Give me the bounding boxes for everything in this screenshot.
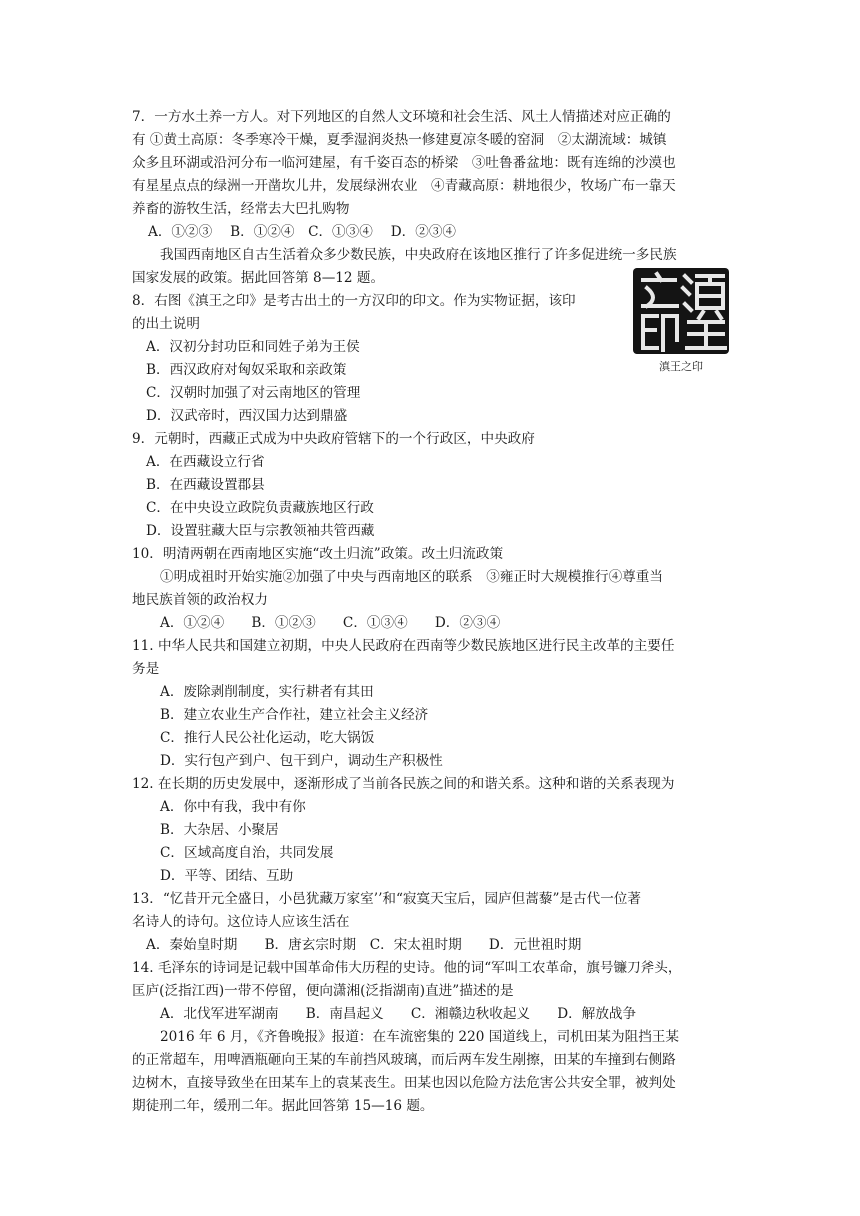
question-9-stem: 9．元朝时，西藏正式成为中央政府管辖下的一个行政区，中央政府 xyxy=(132,431,535,447)
question-14-stem-line-2: 匡庐(泛指江西)一带不停留，便向潇湘(泛指湖南)直进”描述的是 xyxy=(132,983,514,999)
question-9-option-b: B．在西藏设置郡县 xyxy=(146,477,265,493)
question-8-stem-line-2: 的出土说明 xyxy=(132,316,200,332)
question-12-option-b: B．大杂居、小聚居 xyxy=(160,822,279,838)
question-10-options: A．①②④ B．①②③ C．①③④ D．②③④ xyxy=(160,615,501,631)
question-12-option-a: A．你中有我，我中有你 xyxy=(160,799,306,815)
question-9-option-c: C．在中央设立政院负责藏族地区行政 xyxy=(146,500,374,516)
question-13-options: A．秦始皇时期 B．唐玄宗时期 C．宋太祖时期 D．元世祖时期 xyxy=(146,937,582,953)
material-line-4: 期徒刑二年，缓刑二年。据此回答第 15—16 题。 xyxy=(132,1098,434,1114)
question-7-stem-line-4: 有星星点点的绿洲一开凿坎儿井，发展绿洲农业 ④青藏高原：耕地很少，牧场广布一靠天 xyxy=(132,178,676,194)
question-7-stem-line-5: 养畜的游牧生活，经常去大巴扎购物 xyxy=(132,201,350,217)
question-13-stem-line-2: 名诗人的诗句。这位诗人应该生活在 xyxy=(132,914,350,930)
question-8-option-c: C．汉朝时加强了对云南地区的管理 xyxy=(146,385,361,401)
seal-figure xyxy=(633,268,733,374)
question-14-stem-line-1: 14. 毛泽东的诗词是记载中国革命伟大历程的史诗。他的词“军叫工农革命，旗号镰刀斧头， xyxy=(132,960,682,976)
question-12-option-c: C．区域高度自治，共同发展 xyxy=(160,845,334,861)
material-line-2: 的正常超车，用啤酒瓶砸向王某的车前挡风玻璃，而后两车发生剐擦，田某的车撞到右侧路 xyxy=(132,1052,676,1068)
question-7-stem-line-3: 众多且环湖或沿河分布一临河建屋，有千姿百态的桥梁 ③吐鲁番盆地：既有连绵的沙漠也 xyxy=(132,155,676,171)
question-12-option-d: D．平等、团结、互助 xyxy=(160,868,294,884)
seal-glyph-strokes xyxy=(633,268,729,354)
question-9-option-d: D．设置驻藏大臣与宗教领袖共管西藏 xyxy=(146,523,375,539)
question-10-statements-line-2: 地民族首领的政治权力 xyxy=(132,592,268,608)
material-line-1: 2016 年 6 月，《齐鲁晚报》报道：在车流密集的 220 国道线上，司机田某为阻挡王某 xyxy=(160,1029,679,1045)
section-intro-line-1: 我国西南地区自古生活着众多少数民族，中央政府在该地区推行了许多促进统一多民族 xyxy=(160,247,677,263)
question-8-option-b: B．西汉政府对匈奴采取和亲政策 xyxy=(146,362,347,378)
question-14-options: A．北伐军进军湖南 B．南昌起义 C．湘赣边秋收起义 D．解放战争 xyxy=(160,1006,637,1022)
question-11-option-d: D．实行包产到户、包干到户，调动生产积极性 xyxy=(160,753,443,769)
seal-image xyxy=(633,268,729,354)
seal-caption: 滇王之印 xyxy=(659,360,703,373)
question-12-stem: 12. 在长期的历史发展中，逐渐形成了当前各民族之间的和谐关系。这种和谐的关系表现为 xyxy=(132,776,675,792)
question-13-stem-line-1: 13．“忆昔开元全盛日，小邑犹藏万家室’’和“寂寞天宝后，园庐但蒿藜”是古代一位著 xyxy=(132,891,641,907)
question-7-options: A．①②③ B．①②④ C．①③④ D．②③④ xyxy=(148,224,457,240)
question-11-option-a: A．废除剥削制度，实行耕者有其田 xyxy=(160,684,374,700)
question-11-option-c: C．推行人民公社化运动，吃大锅饭 xyxy=(160,730,375,746)
question-10-statements-line-1: ①明成祖时开始实施②加强了中央与西南地区的联系 ③雍正时大规模推行④尊重当 xyxy=(160,569,663,585)
question-11-stem-line-1: 11. 中华人民共和国建立初期，中央人民政府在西南等少数民族地区进行民主改革的主要任 xyxy=(132,638,675,654)
question-8-option-d: D．汉武帝时，西汉国力达到鼎盛 xyxy=(146,408,348,424)
question-9-option-a: A．在西藏设立行省 xyxy=(146,454,265,470)
question-7-stem-line-2: 有 ①黄土高原：冬季寒冷干燥，夏季湿润炎热一修建夏凉冬暖的窑洞 ②太湖流域：城镇 xyxy=(132,132,667,148)
question-10-stem: 10．明清两朝在西南地区实施“改土归流”政策。改土归流政策 xyxy=(132,546,504,562)
question-11-option-b: B．建立农业生产合作社，建立社会主义经济 xyxy=(160,707,429,723)
material-line-3: 边树木，直接导致坐在田某车上的袁某丧生。田某也因以危险方法危害公共安全罪，被判处 xyxy=(132,1075,676,1091)
question-8-stem-line-1: 8．右图《滇王之印》是考古出土的一方汉印的印文。作为实物证据，该印 xyxy=(132,293,576,309)
question-11-stem-line-2: 务是 xyxy=(132,661,160,677)
question-7-stem-line-1: 7．一方水土养一方人。对下列地区的自然人文环境和社会生活、风土人情描述对应正确的 xyxy=(132,109,671,125)
question-8-option-a: A．汉初分封功臣和同姓子弟为王侯 xyxy=(146,339,360,355)
section-intro-line-2: 国家发展的政策。据此回答第 8—12 题。 xyxy=(132,270,385,286)
